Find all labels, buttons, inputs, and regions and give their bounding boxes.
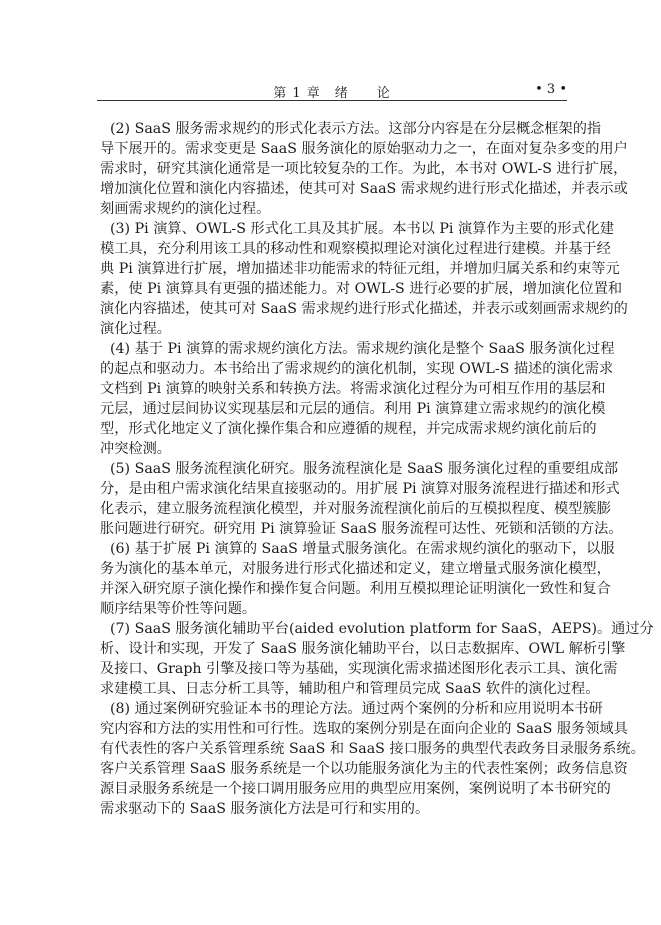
text-line: (4) 基于 Pi 演算的需求规约演化方法。需求规约演化是整个 SaaS 服务演化过程 bbox=[110, 341, 615, 357]
text-line: 元层，通过层间协议实现基层和元层的通信。利用 Pi 演算建立需求规约的演化模 bbox=[100, 401, 606, 417]
text-line: 冲突检测。 bbox=[100, 441, 171, 457]
text-line: 并深入研究原子演化操作和操作复合问题。利用互模拟理论证明演化一致性和复合 bbox=[100, 581, 611, 597]
text-line: 胀问题进行研究。研究用 Pi 演算验证 SaaS 服务流程可达性、死锁和活锁的方法。 bbox=[100, 521, 623, 537]
text-line: 演化内容描述，使其可对 SaaS 需求规约进行形式化描述，并表示或刻画需求规约的 bbox=[100, 301, 628, 317]
text-line: 素，使 Pi 演算具有更强的描述能力。对 OWL-S 进行必要的扩展，增加演化位置和 bbox=[100, 281, 623, 297]
paragraph bbox=[100, 219, 628, 339]
text-line: (8) 通过案例研究验证本书的理论方法。通过两个案例的分析和应用说明本书研 bbox=[110, 701, 603, 717]
page-number: • 3 • bbox=[535, 82, 567, 97]
text-line: (3) Pi 演算、OWL-S 形式化工具及其扩展。本书以 Pi 演算作为主要的形式化建 bbox=[110, 221, 615, 237]
text-line: 顺序结果等价性等问题。 bbox=[100, 601, 257, 617]
paragraph bbox=[100, 459, 623, 539]
text-line: (7) SaaS 服务演化辅助平台(aided evolution platform for SaaS，AEPS)。通过分 bbox=[110, 621, 654, 637]
text-line: 演化过程。 bbox=[100, 321, 171, 337]
text-line: 客户关系管理 SaaS 服务系统是一个以功能服务演化为主的代表性案例；政务信息资 bbox=[100, 761, 628, 777]
text-line: 求建模工具、日志分析工具等，辅助租户和管理员完成 SaaS 软件的演化过程。 bbox=[100, 681, 600, 697]
paragraph bbox=[100, 539, 615, 619]
text-line: 型，形式化地定义了演化操作集合和应遵循的规程，并完成需求规约演化前后的 bbox=[100, 421, 597, 437]
chapter-title: 第 1 章 绪 论 bbox=[273, 86, 391, 101]
paragraph bbox=[100, 339, 615, 459]
text-line: 增加演化位置和演化内容描述，使其可对 SaaS 需求规约进行形式化描述，并表示或 bbox=[100, 181, 628, 197]
running-header bbox=[97, 80, 567, 101]
text-line: (5) SaaS 服务流程演化研究。服务流程演化是 SaaS 服务演化过程的重要组成部 bbox=[110, 461, 619, 477]
text-line: 刻画需求规约的演化过程。 bbox=[100, 201, 271, 217]
text-line: (6) 基于扩展 Pi 演算的 SaaS 增量式服务演化。在需求规约演化的驱动下，以服 bbox=[110, 541, 615, 557]
text-line: 模工具，充分利用该工具的移动性和观察模拟理论对演化过程进行建模。并基于经 bbox=[100, 241, 611, 257]
text-line: 有代表性的客户关系管理系统 SaaS 和 SaaS 接口服务的典型代表政务目录服务系统。 bbox=[100, 741, 645, 757]
text-line: 典 Pi 演算进行扩展，增加描述非功能需求的特征元组，并增加归属关系和约束等元 bbox=[100, 261, 620, 277]
text-line: 文档到 Pi 演算的映射关系和转换方法。将需求演化过程分为可相互作用的基层和 bbox=[100, 381, 606, 397]
paragraph bbox=[100, 699, 645, 819]
text-line: 析、设计和实现，开发了 SaaS 服务演化辅助平台，以日志数据库、OWL 解析引擎 bbox=[100, 641, 626, 657]
text-line: 究内容和方法的实用性和可行性。选取的案例分别是在面向企业的 SaaS 服务领域具 bbox=[100, 721, 628, 737]
text-line: 的起点和驱动力。本书给出了需求规约的演化机制，实现 OWL-S 描述的演化需求 bbox=[100, 361, 614, 377]
text-line: (2) SaaS 服务需求规约的形式化表示方法。这部分内容是在分层概念框架的指 bbox=[110, 121, 602, 137]
text-line: 化表示，建立服务流程演化模型，并对服务流程演化前后的互模拟程度、模型簇膨 bbox=[100, 501, 611, 517]
text-line: 导下展开的。需求变更是 SaaS 服务演化的原始驱动力之一，在面对复杂多变的用户 bbox=[100, 141, 628, 157]
text-line: 及接口、Graph 引擎及接口等为基础，实现演化需求描述图形化表示工具、演化需 bbox=[100, 661, 618, 677]
text-line: 需求驱动下的 SaaS 服务演化方法是可行和实用的。 bbox=[100, 801, 430, 817]
paragraph bbox=[100, 619, 654, 699]
text-line: 源目录服务系统是一个接口调用服务应用的典型应用案例，案例说明了本书研究的 bbox=[100, 781, 611, 797]
text-line: 分，是由租户需求演化结果直接驱动的。用扩展 Pi 演算对服务流程进行描述和形式 bbox=[100, 481, 620, 497]
paragraph bbox=[100, 119, 628, 219]
body-text bbox=[100, 119, 654, 819]
text-line: 需求时，研究其演化通常是一项比较复杂的工作。为此，本书对 OWL-S 进行扩展， bbox=[100, 161, 628, 177]
text-line: 务为演化的基本单元，对服务进行形式化描述和定义，建立增量式服务演化模型， bbox=[100, 561, 611, 577]
